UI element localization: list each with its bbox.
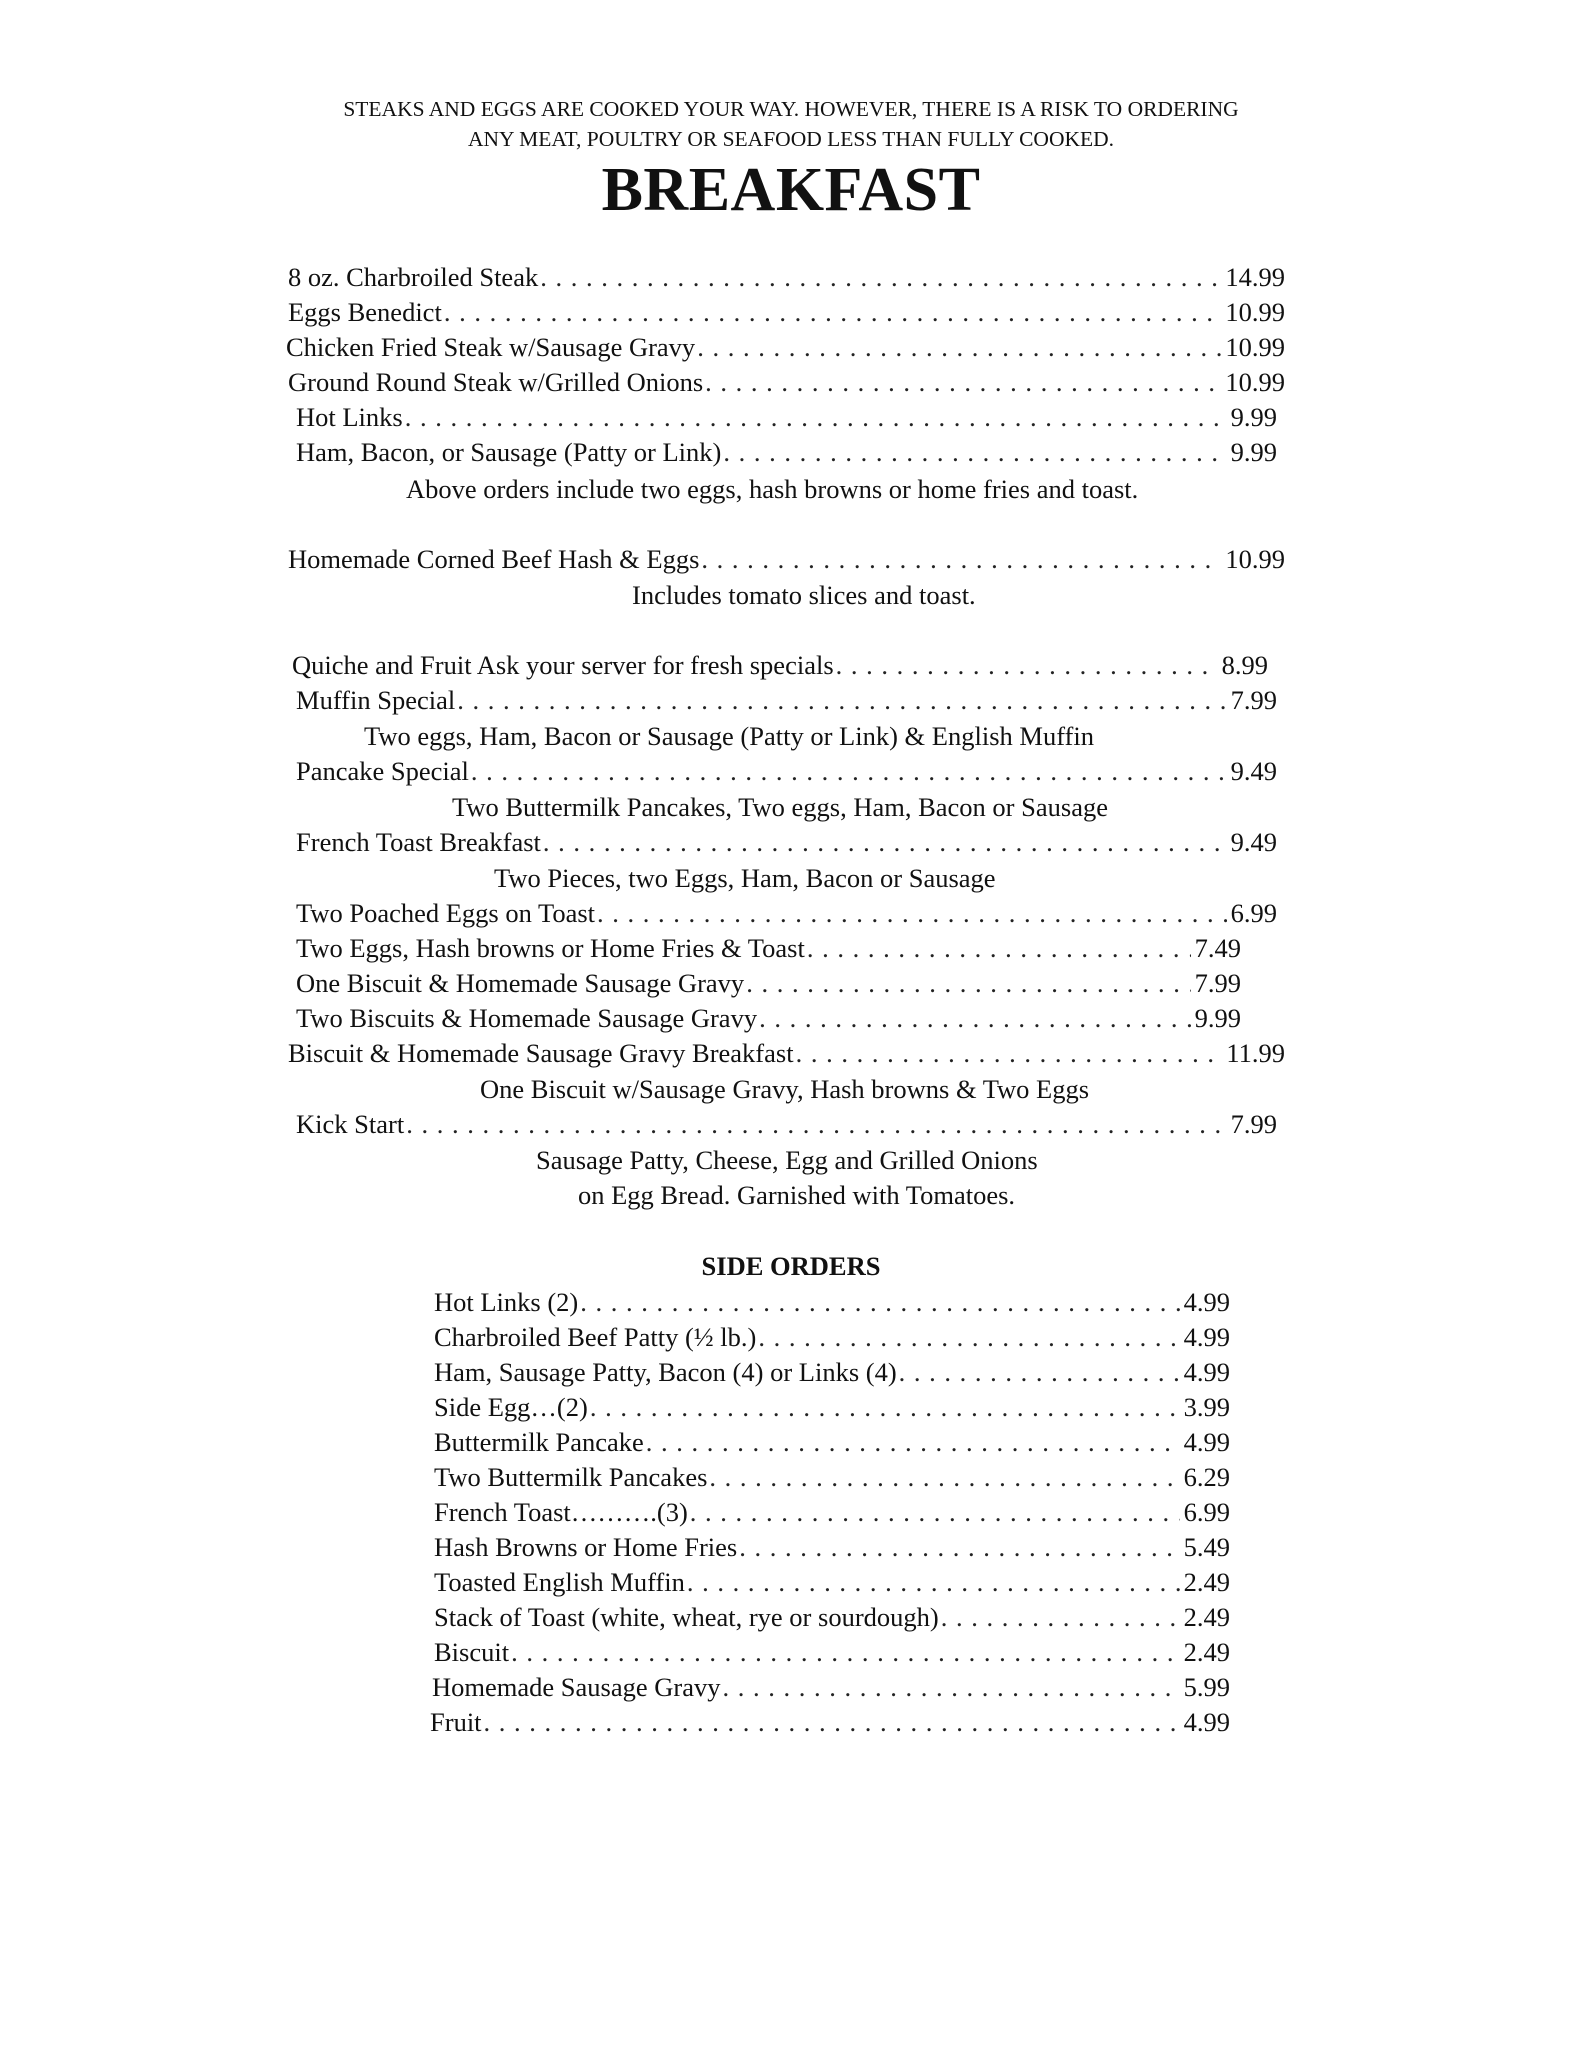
item-name: Muffin Special xyxy=(296,685,456,715)
item-price: 4.99 xyxy=(1183,1287,1230,1317)
page-title: BREAKFAST xyxy=(601,156,981,224)
side-order-item xyxy=(434,1425,1230,1460)
item-price: 5.49 xyxy=(1183,1532,1230,1562)
side-order-item xyxy=(434,1460,1230,1495)
item-name: Ground Round Steak w/Grilled Onions xyxy=(288,367,704,397)
item-price: 6.29 xyxy=(1183,1462,1230,1492)
item-price: 5.99 xyxy=(1183,1672,1230,1702)
item-note: Two Pieces, two Eggs, Ham, Bacon or Sausage xyxy=(494,863,996,893)
menu-item xyxy=(288,365,1285,400)
menu-item xyxy=(288,295,1285,330)
menu-item xyxy=(296,896,1277,931)
item-name: Two Eggs, Hash browns or Home Fries & Toast xyxy=(296,933,805,963)
item-price: 8.99 xyxy=(1221,650,1268,680)
item-price: 9.99 xyxy=(1230,437,1277,467)
item-price: 6.99 xyxy=(1183,1497,1230,1527)
item-price: 2.49 xyxy=(1183,1602,1230,1632)
side-order-item xyxy=(434,1495,1230,1530)
leader-dots xyxy=(705,365,1221,400)
side-order-item xyxy=(434,1320,1230,1355)
item-price: 7.99 xyxy=(1194,968,1241,998)
item-name: Buttermilk Pancake xyxy=(434,1427,644,1457)
side-order-item xyxy=(434,1635,1230,1670)
item-price: 7.99 xyxy=(1230,1109,1277,1139)
leader-dots xyxy=(759,1001,1191,1036)
menu-item xyxy=(296,400,1277,435)
menu-item xyxy=(288,260,1285,295)
side-order-item xyxy=(434,1355,1230,1390)
leader-dots xyxy=(899,1355,1180,1390)
item-name: French Toast……….(3) xyxy=(434,1497,688,1527)
item-price: 11.99 xyxy=(1226,1038,1285,1068)
item-name: Biscuit & Homemade Sausage Gravy Breakfast xyxy=(288,1038,794,1068)
side-order-item xyxy=(432,1670,1230,1705)
leader-dots xyxy=(646,1425,1180,1460)
item-name: Ham, Bacon, or Sausage (Patty or Link) xyxy=(296,437,722,467)
leader-dots xyxy=(484,1705,1180,1740)
item-price: 4.99 xyxy=(1183,1357,1230,1387)
menu-item xyxy=(286,330,1285,365)
item-price: 4.99 xyxy=(1183,1427,1230,1457)
item-price: 14.99 xyxy=(1225,262,1285,292)
item-name: Biscuit xyxy=(434,1637,510,1667)
item-note: Includes tomato slices and toast. xyxy=(632,580,976,610)
menu-item xyxy=(296,683,1277,718)
item-price: 2.49 xyxy=(1183,1637,1230,1667)
item-price: 10.99 xyxy=(1225,367,1285,397)
item-note: Sausage Patty, Cheese, Egg and Grilled Onions xyxy=(536,1145,1038,1175)
item-price: 9.99 xyxy=(1194,1003,1241,1033)
item-name: Hot Links (2) xyxy=(434,1287,579,1317)
side-order-item xyxy=(434,1285,1230,1320)
menu-item xyxy=(296,1001,1241,1036)
item-price: 10.99 xyxy=(1225,332,1285,362)
leader-dots xyxy=(758,1320,1179,1355)
leader-dots xyxy=(590,1390,1180,1425)
leader-dots xyxy=(405,400,1227,435)
item-name: Hot Links xyxy=(296,402,403,432)
item-name: Eggs Benedict xyxy=(288,297,442,327)
leader-dots xyxy=(580,1285,1179,1320)
item-name: Pancake Special xyxy=(296,756,469,786)
side-order-item xyxy=(430,1705,1230,1740)
leader-dots xyxy=(406,1107,1226,1142)
item-note: Two Buttermilk Pancakes, Two eggs, Ham, Bacon or Sausage xyxy=(452,792,1108,822)
risk-notice xyxy=(0,94,1582,154)
item-price: 3.99 xyxy=(1183,1392,1230,1422)
item-name: Chicken Fried Steak w/Sausage Gravy xyxy=(286,332,696,362)
item-name: Stack of Toast (white, wheat, rye or sourdough) xyxy=(434,1602,939,1632)
item-name: Ham, Sausage Patty, Bacon (4) or Links (4) xyxy=(434,1357,897,1387)
item-name: One Biscuit & Homemade Sausage Gravy xyxy=(296,968,745,998)
item-name: Toasted English Muffin xyxy=(434,1567,685,1597)
item-name: Two Buttermilk Pancakes xyxy=(434,1462,708,1492)
leader-dots xyxy=(543,825,1227,860)
item-price: 4.99 xyxy=(1183,1322,1230,1352)
item-name: Fruit xyxy=(430,1707,482,1737)
menu-item xyxy=(296,754,1277,789)
menu-item xyxy=(296,435,1277,470)
leader-dots xyxy=(444,295,1222,330)
leader-dots xyxy=(709,1460,1179,1495)
leader-dots xyxy=(796,1036,1223,1071)
side-order-item xyxy=(434,1390,1230,1425)
leader-dots xyxy=(597,896,1227,931)
side-order-item xyxy=(434,1530,1230,1565)
leader-dots xyxy=(690,1495,1180,1530)
menu-item xyxy=(296,825,1277,860)
item-name: Two Poached Eggs on Toast xyxy=(296,898,596,928)
item-price: 4.99 xyxy=(1183,1707,1230,1737)
menu-item xyxy=(296,931,1241,966)
item-price: 9.49 xyxy=(1230,827,1277,857)
item-name: Hash Browns or Home Fries xyxy=(434,1532,738,1562)
item-name: Homemade Corned Beef Hash & Eggs xyxy=(288,544,700,574)
menu-item xyxy=(292,648,1268,683)
item-price: 7.99 xyxy=(1230,685,1277,715)
item-price: 9.99 xyxy=(1230,402,1277,432)
item-price: 10.99 xyxy=(1225,544,1285,574)
leader-dots xyxy=(807,931,1191,966)
leader-dots xyxy=(511,1635,1180,1670)
item-price: 6.99 xyxy=(1230,898,1277,928)
risk-notice-line-1: STEAKS AND EGGS ARE COOKED YOUR WAY. HOWEVER, THERE IS A RISK TO ORDERING xyxy=(343,97,1239,121)
item-note: One Biscuit w/Sausage Gravy, Hash browns & Two Eggs xyxy=(480,1074,1090,1104)
leader-dots xyxy=(457,683,1226,718)
leader-dots xyxy=(540,260,1221,295)
item-name: 8 oz. Charbroiled Steak xyxy=(288,262,539,292)
item-price: 9.49 xyxy=(1230,756,1277,786)
leader-dots xyxy=(697,330,1221,365)
leader-dots xyxy=(722,1670,1179,1705)
item-note: Above orders include two eggs, hash browns or home fries and toast. xyxy=(406,474,1139,504)
leader-dots xyxy=(701,542,1221,577)
item-name: French Toast Breakfast xyxy=(296,827,541,857)
item-price: 10.99 xyxy=(1225,297,1285,327)
leader-dots xyxy=(836,648,1218,683)
leader-dots xyxy=(739,1530,1179,1565)
item-name: Kick Start xyxy=(296,1109,405,1139)
leader-dots xyxy=(471,754,1227,789)
item-price: 7.49 xyxy=(1194,933,1241,963)
item-name: Charbroiled Beef Patty (½ lb.) xyxy=(434,1322,757,1352)
menu-item xyxy=(296,966,1241,1001)
item-name: Homemade Sausage Gravy xyxy=(432,1672,721,1702)
menu-item xyxy=(288,1036,1285,1071)
risk-notice-line-2: ANY MEAT, POULTRY OR SEAFOOD LESS THAN FULLY COOKED. xyxy=(467,127,1115,151)
leader-dots xyxy=(687,1565,1180,1600)
menu-item xyxy=(296,1107,1277,1142)
menu-item xyxy=(288,542,1285,577)
item-note: Two eggs, Ham, Bacon or Sausage (Patty or Link) & English Muffin xyxy=(364,721,1094,751)
leader-dots xyxy=(941,1600,1180,1635)
item-price: 2.49 xyxy=(1183,1567,1230,1597)
item-name: Side Egg…(2) xyxy=(434,1392,588,1422)
item-name: Quiche and Fruit Ask your server for fresh specials xyxy=(292,650,834,680)
leader-dots xyxy=(746,966,1190,1001)
side-order-item xyxy=(434,1600,1230,1635)
item-name: Two Biscuits & Homemade Sausage Gravy xyxy=(296,1003,758,1033)
leader-dots xyxy=(723,435,1226,470)
item-note: on Egg Bread. Garnished with Tomatoes. xyxy=(578,1180,1016,1210)
side-order-item xyxy=(434,1565,1230,1600)
side-orders-title: SIDE ORDERS xyxy=(701,1251,881,1281)
